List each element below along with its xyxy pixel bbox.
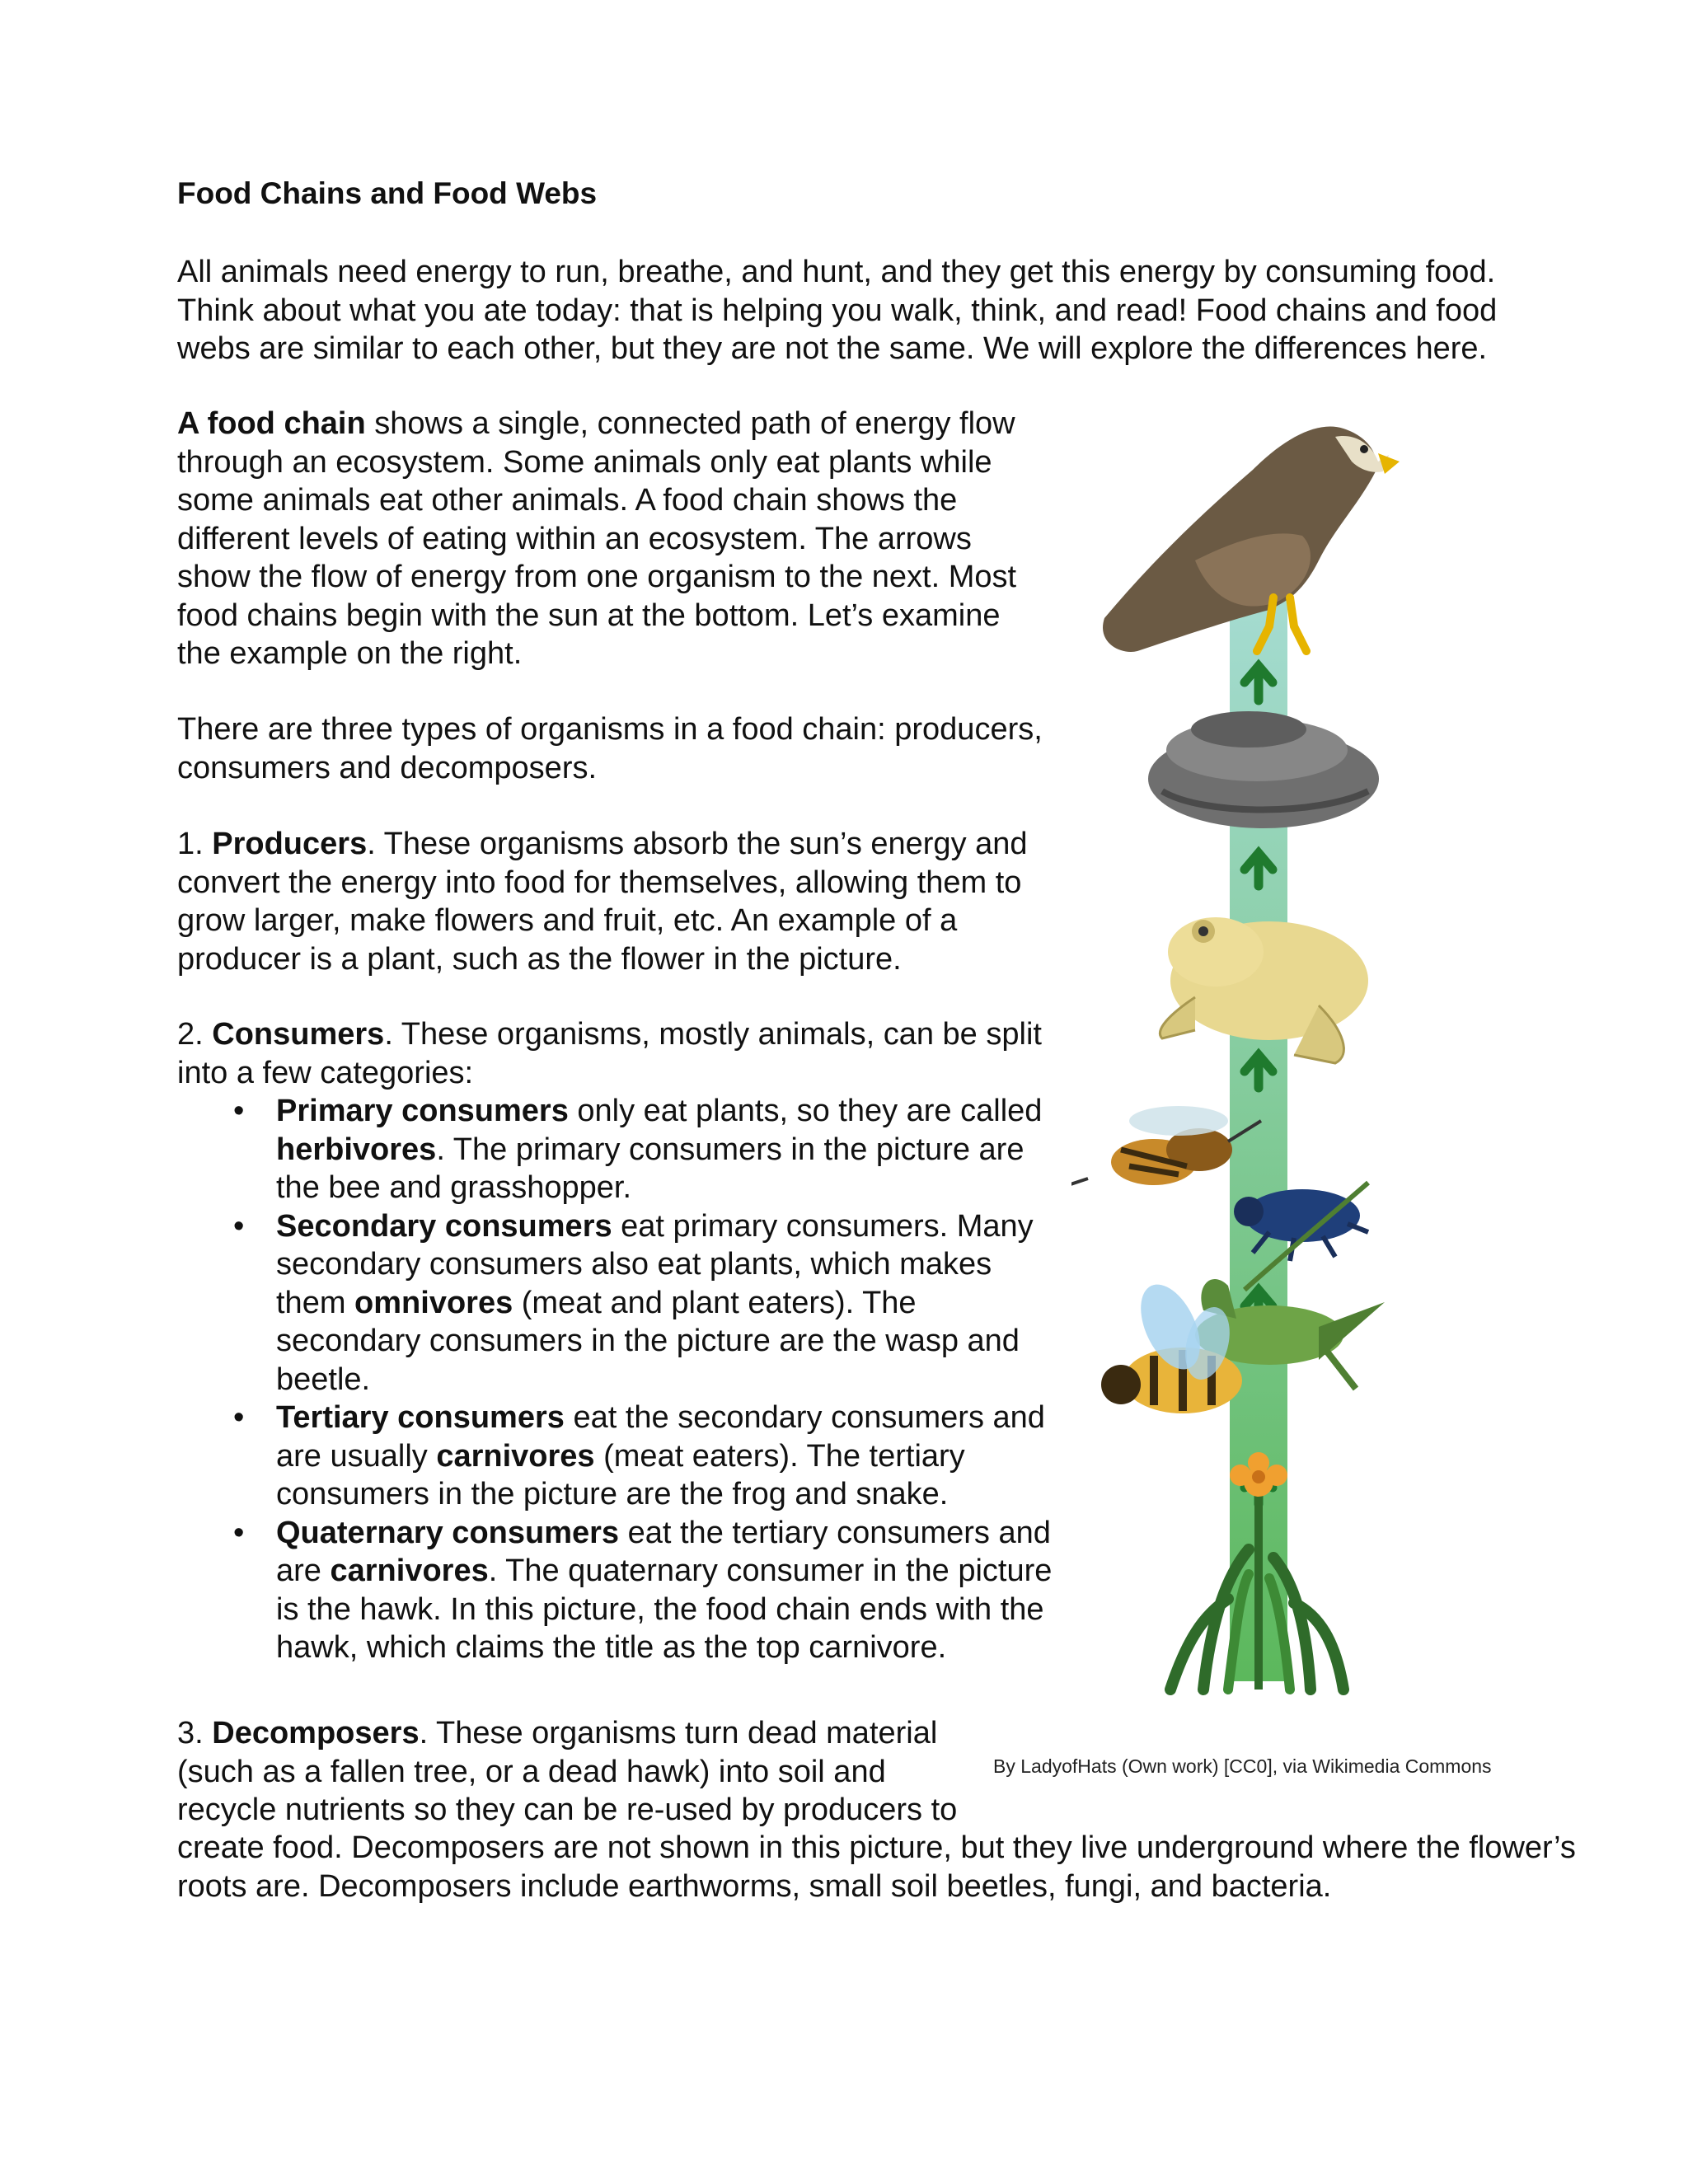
intro-paragraph: All animals need energy to run, breathe, and hunt, and they get this energy by consuming food. Think about what you ate today: that is helping you walk, think, and read! Food chains and food webs are similar to each other, but they are not the same. We will explore the differences here. [177,255,1498,366]
decomposers-number: 3. [177,1716,213,1750]
consumers-number: 2. [177,1017,213,1052]
primary-consumers-term: Primary consumers [276,1094,569,1128]
quaternary-consumers-term: Quaternary consumers [276,1515,620,1550]
consumers-text: . These organisms, mostly animals, can be split into a few categories: [177,1017,1042,1090]
list-item-text: (meat and plant eaters). The secondary consumers in the picture are the wasp and beetle. [276,1285,1020,1397]
food-chain-paragraph [177,405,1047,673]
tertiary-consumers-term: Tertiary consumers [276,1400,565,1435]
food-chain-text: shows a single, connected path of energy flow through an ecosystem. Some animals only eat plants while some animals eat other animals. A food chain shows the different levels of eating within an ecosystem. The arrows show the flow of energy from one organism to the next. Most food chains begin with the sun at the bottom. Let’s examine the example on the right. [177,406,1017,671]
list-item-text: . The quaternary consumer in the picture is the hawk. In this picture, the food chain ends with the hawk, which claims the title as the top carnivore. [276,1554,1053,1665]
decomposers-paragraph-continued: create food. Decomposers are not shown in this picture, but they live underground where the flower’s roots are. Decomposers include earthworms, small soil beetles, fungi, and bacteria. [177,1830,1576,1904]
food-chain-figure [1071,404,1467,1755]
list-item [177,1207,1059,1399]
list-item [177,1092,1059,1207]
producers-term: Producers [212,827,368,861]
list-item [177,1399,1059,1514]
page-title: Food Chains and Food Webs [177,176,598,210]
consumers-term: Consumers [212,1017,385,1052]
producers-text: . These organisms absorb the sun’s energy and convert the energy into food for themselves, allowing them to grow larger, make flowers and fruit, etc. An example of a producer is a plant, such as the flower in the picture. [177,827,1028,977]
bullet-icon: • [233,1400,245,1435]
list-item-text: . The primary consumers in the picture are the bee and grasshopper. [276,1132,1025,1205]
consumer-categories-list [177,1092,1059,1667]
bullet-icon: • [233,1094,245,1128]
food-chain-term: A food chain [177,406,366,441]
secondary-consumers-term: Secondary consumers [276,1208,612,1244]
list-item-text: only eat plants, so they are called [568,1094,1043,1128]
list-item-text: eat the tertiary consumers and are [276,1515,1051,1588]
producers-paragraph [177,825,1047,978]
image-credit: By LadyofHats (Own work) [CC0], via Wikimedia Commons [993,1755,1492,1777]
organism-types-paragraph: There are three types of organisms in a food chain: producers, consumers and decomposers. [177,712,1043,785]
decomposers-paragraph [177,1714,968,1830]
bullet-icon: • [233,1208,245,1244]
carnivores-term: carnivores [330,1554,489,1588]
omnivores-term: omnivores [354,1285,513,1320]
snake-icon [1148,711,1379,828]
list-item [177,1514,1059,1667]
consumers-paragraph [177,1015,1047,1092]
bullet-icon: • [233,1515,245,1550]
carnivores-term: carnivores [436,1438,595,1474]
list-item-text: (meat eaters). The tertiary consumers in the picture are the frog and snake. [276,1438,965,1511]
flower-icon [1170,1452,1343,1690]
list-item-text: eat primary consumers. Many secondary consumers also eat plants, which makes them [276,1208,1034,1320]
decomposers-text: . These organisms turn dead material (such as a fallen tree, or a dead hawk) into soil and recycle nutrients so they can be re-used by producers to [177,1716,958,1827]
list-item-text: eat the secondary consumers and are usually [276,1400,1045,1474]
producers-number: 1. [177,827,213,861]
decomposers-term: Decomposers [212,1716,420,1750]
herbivores-term: herbivores [276,1132,437,1167]
